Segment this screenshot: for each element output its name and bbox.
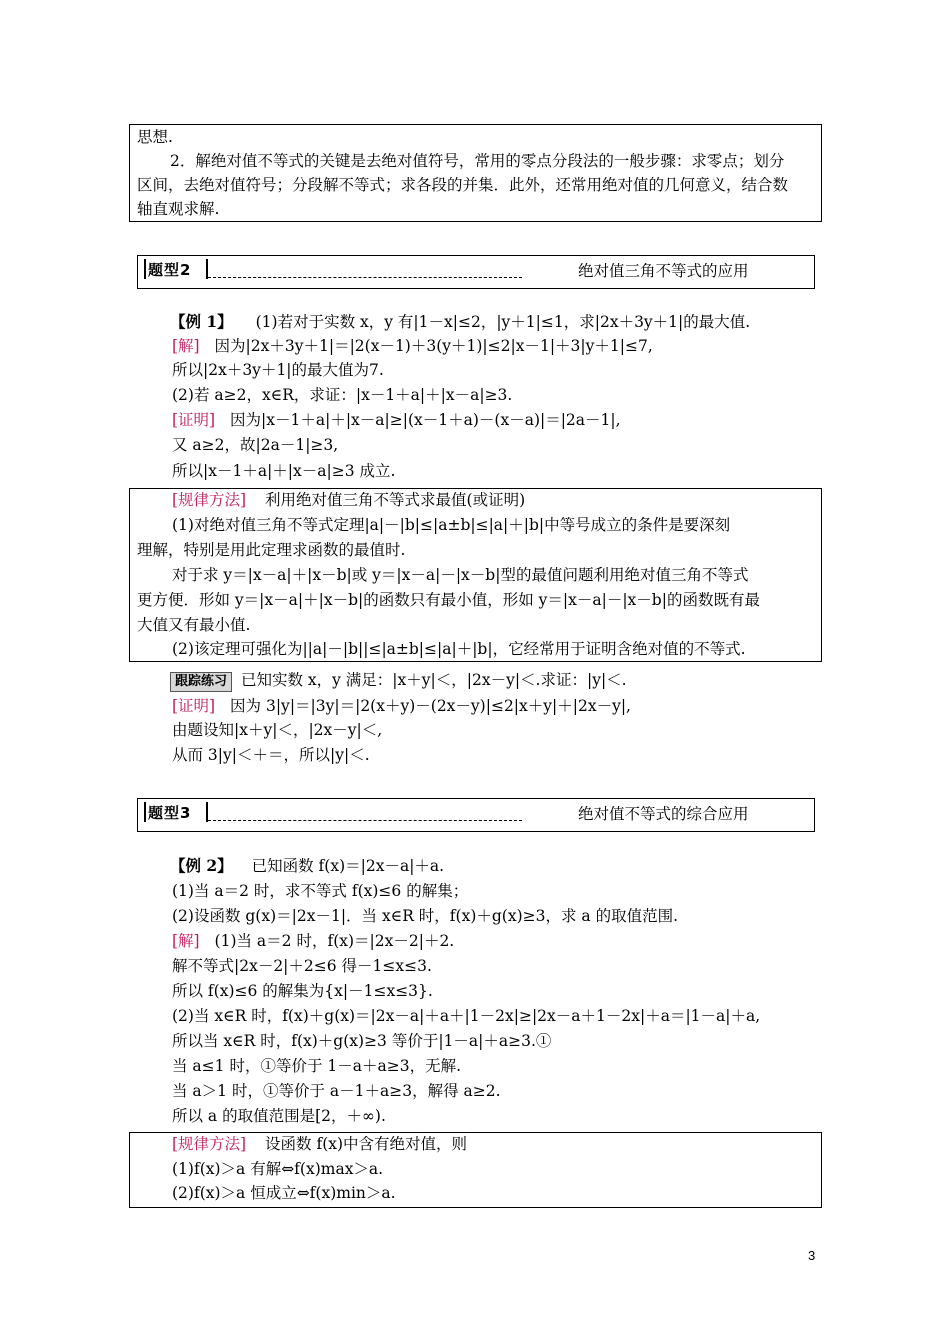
example-2-solution-1-text: (1)当 a＝2 时，f(x)＝|2x－2|＋2. [214, 932, 455, 950]
method-2-heading [172, 1132, 467, 1156]
method-2-line-2: (2)f(x)＞a 恒成立⇔f(x)min＞a. [172, 1184, 396, 1202]
section-3-header [137, 798, 815, 832]
example-1-solution-2: 所以|2x＋3y＋1|的最大值为7. [172, 361, 384, 379]
example-1-proof-3: 所以|x－1＋a|＋|x－a|≥3 成立. [172, 462, 396, 480]
method-1-line-3: 对于求 y＝|x－a|＋|x－b|或 y＝|x－a|－|x－b|型的最值问题利用绝对值三角不等式 [172, 566, 749, 584]
method-1-line-4: 更方便．形如 y＝|x－a|＋|x－b|的函数只有最小值，形如 y＝|x－a|－|x－b|的函数既有最 [137, 591, 760, 609]
intro-line-4: 轴直观求解. [137, 200, 220, 218]
example-1-solution-label: [解] [172, 337, 200, 355]
practice-proof-2: 由题设知|x＋y|＜，|2x－y|＜, [172, 721, 383, 739]
example-2-question-text: 已知函数 f(x)＝|2x－a|＋a. [251, 857, 445, 875]
example-1-proof-1 [172, 408, 621, 432]
method-1-title: 利用绝对值三角不等式求最值(或证明) [265, 491, 526, 509]
method-1-line-1: (1)对绝对值三角不等式定理|a|－|b|≤|a±b|≤|a|＋|b|中等号成立的条件是要深刻 [172, 516, 731, 534]
method-2-label: [规律方法] [172, 1135, 247, 1153]
intro-line-1: 思想. [137, 128, 173, 146]
example-2-question-2: (2)设函数 g(x)＝|2x－1|．当 x∈R 时，f(x)＋g(x)≥3，求 a 的取值范围. [172, 907, 678, 925]
example-1-q1-text: (1)若对于实数 x，y 有|1－x|≤2，|y＋1|≤1，求|2x＋3y＋1|的最大值. [255, 313, 751, 331]
example-2-solution-4: (2)当 x∈R 时，f(x)＋g(x)＝|2x－a|＋a＋|1－2x|≥|2x－a＋1－2x|＋a＝|1－a|＋a, [172, 1007, 761, 1025]
method-1-line-5: 大值又有最小值. [137, 616, 251, 634]
intro-line-3: 区间，去绝对值符号；分段解不等式；求各段的并集．此外，还常用绝对值的几何意义，结合数 [137, 176, 789, 194]
method-1-line-6: (2)该定理可强化为||a|－|b||≤|a±b|≤|a|＋|b|，它经常用于证明含绝对值的不等式. [172, 640, 746, 658]
practice-proof-1-text: 因为 3|y|＝|3y|＝|2(x＋y)－(2x－y)|≤2|x＋y|＋|2x－y|, [230, 697, 631, 715]
example-2-solution-label: [解] [172, 932, 200, 950]
method-2-title: 设函数 f(x)中含有绝对值，则 [265, 1135, 468, 1153]
method-2-line-1: (1)f(x)＞a 有解⇔f(x)max＞a. [172, 1160, 384, 1178]
practice-tag: 跟踪练习 [170, 672, 232, 692]
practice-question [170, 668, 627, 692]
practice-proof-3: 从而 3|y|＜＋＝，所以|y|＜. [172, 746, 370, 764]
example-1-proof-label: [证明] [172, 411, 216, 429]
example-2-solution-2: 解不等式|2x－2|＋2≤6 得－1≤x≤3. [172, 957, 432, 975]
practice-question-text: 已知实数 x，y 满足：|x＋y|＜，|2x－y|＜.求证：|y|＜. [240, 671, 627, 689]
example-1-solution-1 [172, 334, 653, 358]
practice-proof-1 [172, 694, 631, 718]
example-2-solution-3: 所以 f(x)≤6 的解集为{x|－1≤x≤3}. [172, 982, 433, 1000]
section-2-title: 绝对值三角不等式的应用 [578, 262, 749, 280]
practice-proof-label: [证明] [172, 697, 216, 715]
page-number: 3 [808, 1248, 816, 1263]
section-3-tag-bar [206, 802, 208, 822]
example-2-question-1: (1)当 a＝2 时，求不等式 f(x)≤6 的解集； [172, 882, 469, 900]
section-2-header [137, 255, 815, 289]
section-3-tag: 题型3 [148, 804, 192, 822]
example-1-proof-1-text: 因为|x－1＋a|＋|x－a|≥|(x－1＋a)－(x－a)|＝|2a－1|, [230, 411, 621, 429]
example-1-solution-1-text: 因为|2x＋3y＋1|＝|2(x－1)＋3(y＋1)|≤2|x－1|＋3|y＋1|≤7, [214, 337, 653, 355]
example-1-question-1 [170, 310, 750, 334]
example-1-proof-2: 又 a≥2，故|2a－1|≥3, [172, 436, 339, 454]
section-3-dash-line [208, 820, 522, 821]
section-2-dash-line [208, 277, 522, 278]
method-1-line-2: 理解，特别是用此定理求函数的最值时. [137, 541, 406, 559]
example-2-solution-8: 所以 a 的取值范围是[2，＋∞). [172, 1107, 386, 1125]
intro-line-2: 2．解绝对值不等式的关键是去绝对值符号，常用的零点分段法的一般步骤：求零点；划分 [170, 152, 785, 170]
section-2-tag-bar [206, 259, 208, 279]
example-2-solution-5: 所以当 x∈R 时，f(x)＋g(x)≥3 等价于|1－a|＋a≥3.① [172, 1032, 552, 1050]
example-2-label: 【例 2】 [170, 856, 233, 875]
example-1-label: 【例 1】 [170, 312, 233, 331]
example-2-solution-1 [172, 929, 454, 953]
example-2-solution-6: 当 a≤1 时，①等价于 1－a＋a≥3，无解. [172, 1057, 461, 1075]
section-3-title: 绝对值不等式的综合应用 [578, 805, 749, 823]
section-2-tag: 题型2 [148, 261, 192, 279]
method-1-label: [规律方法] [172, 491, 247, 509]
example-2-question [170, 854, 444, 878]
example-1-question-2: (2)若 a≥2，x∈R，求证：|x－1＋a|＋|x－a|≥3. [172, 386, 513, 404]
method-1-heading [172, 488, 525, 512]
example-2-solution-7: 当 a＞1 时，①等价于 a－1＋a≥3，解得 a≥2. [172, 1082, 501, 1100]
